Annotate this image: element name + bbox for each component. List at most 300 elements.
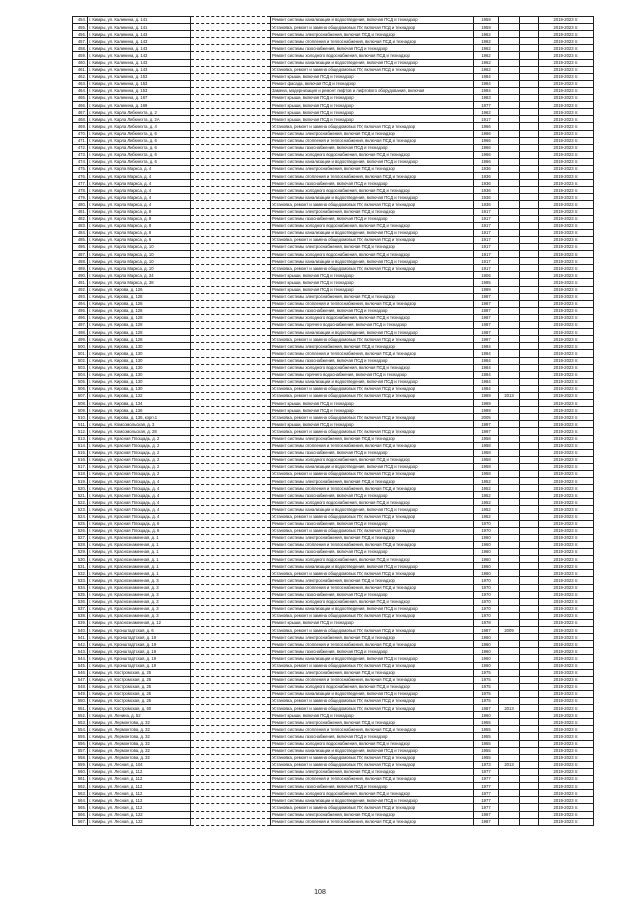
- table-row: [73, 392, 594, 399]
- address-cell: г. Кимры, ул. Лесная, д. 112: [88, 790, 191, 797]
- blank-cell: [191, 31, 271, 38]
- table-row: [73, 513, 594, 520]
- blank-cell: [191, 66, 271, 73]
- repair-period-cell: 2019-2023 гг.: [539, 449, 594, 456]
- address-cell: г. Кимры, ул. Кирова, д. 130: [88, 378, 191, 385]
- table-row: [73, 208, 594, 215]
- repair-period-cell: 2019-2023 гг.: [539, 385, 594, 392]
- repair-period-cell: 2019-2023 гг.: [539, 719, 594, 726]
- table-row: [73, 144, 594, 151]
- last-repair-year-cell: [499, 24, 520, 31]
- row-number: 486.: [73, 244, 88, 251]
- row-number: 537.: [73, 605, 88, 612]
- last-repair-year-cell: [499, 435, 520, 442]
- blank-cell: [520, 598, 539, 605]
- work-type-cell: Установка, ремонт и замена общедомовых ПУ, включая ПСД и технадзор: [271, 698, 474, 705]
- row-number: 454.: [73, 17, 88, 24]
- year-built-cell: 1978: [474, 619, 499, 626]
- repair-period-cell: 2019-2023 гг.: [539, 563, 594, 570]
- row-number: 541.: [73, 634, 88, 641]
- table-row: [73, 499, 594, 506]
- year-built-cell: 1973: [474, 761, 499, 768]
- last-repair-year-cell: [499, 95, 520, 102]
- year-built-cell: 1917: [474, 258, 499, 265]
- row-number: 505.: [73, 378, 88, 385]
- blank-cell: [520, 570, 539, 577]
- work-type-cell: Ремонт системы холодного водоснабжения, включая ПСД и технадзор: [271, 151, 474, 158]
- work-type-cell: Ремонт крыши, включая ПСД и технадзор: [271, 400, 474, 407]
- row-number: 525.: [73, 520, 88, 527]
- repair-period-cell: 2019-2023 гг.: [539, 17, 594, 24]
- row-number: 540.: [73, 627, 88, 634]
- work-type-cell: Ремонт системы электроснабжения, включая ПСД и технадзор: [271, 534, 474, 541]
- address-cell: г. Кимры, ул. Лермонтова, д. 32: [88, 754, 191, 761]
- blank-cell: [520, 492, 539, 499]
- table-row: [73, 201, 594, 208]
- table-row: [73, 683, 594, 690]
- repair-period-cell: 2019-2023 гг.: [539, 414, 594, 421]
- blank-cell: [191, 201, 271, 208]
- table-row: [73, 662, 594, 669]
- work-type-cell: Установка, ремонт и замена общедомовых ПУ, включая ПСД и технадзор: [271, 414, 474, 421]
- blank-cell: [520, 144, 539, 151]
- last-repair-year-cell: [499, 350, 520, 357]
- year-built-cell: 1917: [474, 229, 499, 236]
- last-repair-year-cell: [499, 541, 520, 548]
- year-built-cell: 1936: [474, 165, 499, 172]
- work-type-cell: Ремонт системы канализации и водоотведения, включая ПСД и технадзор: [271, 655, 474, 662]
- year-built-cell: 1977: [474, 102, 499, 109]
- table-row: [73, 109, 594, 116]
- last-repair-year-cell: [499, 66, 520, 73]
- address-cell: г. Кимры, ул. Краснознаменная, д. 1: [88, 541, 191, 548]
- row-number: 494.: [73, 300, 88, 307]
- repair-period-cell: 2019-2023 гг.: [539, 336, 594, 343]
- row-number: 492.: [73, 286, 88, 293]
- blank-cell: [191, 768, 271, 775]
- repair-period-cell: 2019-2023 гг.: [539, 690, 594, 697]
- table-row: [73, 265, 594, 272]
- blank-cell: [520, 357, 539, 364]
- table-row: [73, 776, 594, 783]
- address-cell: г. Кимры, ул. Костромская, д. 25: [88, 690, 191, 697]
- address-cell: г. Кимры, ул. Лесная, д. 112: [88, 804, 191, 811]
- blank-cell: [520, 442, 539, 449]
- blank-cell: [520, 541, 539, 548]
- row-number: 559.: [73, 761, 88, 768]
- work-type-cell: Ремонт системы отопления и теплоснабжения, включая ПСД и технадзор: [271, 442, 474, 449]
- row-number: 555.: [73, 733, 88, 740]
- year-built-cell: 1960: [474, 556, 499, 563]
- repair-period-cell: 2019-2023 гг.: [539, 180, 594, 187]
- row-number: 538.: [73, 612, 88, 619]
- blank-cell: [191, 165, 271, 172]
- blank-cell: [191, 563, 271, 570]
- repair-period-cell: 2019-2023 гг.: [539, 109, 594, 116]
- blank-cell: [191, 485, 271, 492]
- last-repair-year-cell: [499, 215, 520, 222]
- table-row: [73, 151, 594, 158]
- repair-period-cell: 2019-2023 гг.: [539, 655, 594, 662]
- blank-cell: [520, 612, 539, 619]
- blank-cell: [191, 790, 271, 797]
- table-row: [73, 102, 594, 109]
- address-cell: г. Кимры, ул. Кирова, д. 128: [88, 329, 191, 336]
- work-type-cell: Ремонт системы канализации и водоотведения, включая ПСД и технадзор: [271, 747, 474, 754]
- repair-period-cell: 2019-2023 гг.: [539, 478, 594, 485]
- blank-cell: [520, 527, 539, 534]
- last-repair-year-cell: [499, 804, 520, 811]
- last-repair-year-cell: 2013: [499, 761, 520, 768]
- blank-cell: [520, 244, 539, 251]
- work-type-cell: Ремонт системы газоснабжения, включая ПСД и технадзор: [271, 520, 474, 527]
- last-repair-year-cell: [499, 719, 520, 726]
- year-built-cell: 1984: [474, 364, 499, 371]
- row-number: 527.: [73, 534, 88, 541]
- address-cell: г. Кимры, ул. Лесная, д. 112: [88, 768, 191, 775]
- table-row: [73, 584, 594, 591]
- work-type-cell: Ремонт крыши, включая ПСД и технадзор: [271, 102, 474, 109]
- repair-period-cell: 2019-2023 гг.: [539, 641, 594, 648]
- row-number: 548.: [73, 683, 88, 690]
- blank-cell: [520, 371, 539, 378]
- table-row: [73, 761, 594, 768]
- row-number: 520.: [73, 485, 88, 492]
- address-cell: г. Кимры, ул. Кирова, д. 128: [88, 307, 191, 314]
- row-number: 495.: [73, 307, 88, 314]
- blank-cell: [191, 258, 271, 265]
- address-cell: г. Кимры, ул. Кирова, д. 128: [88, 314, 191, 321]
- address-cell: г. Кимры, ул. Краснознаменная, д. 3: [88, 591, 191, 598]
- repair-period-cell: 2019-2023 гг.: [539, 712, 594, 719]
- work-type-cell: Ремонт крыши, включая ПСД и технадзор: [271, 279, 474, 286]
- repair-period-cell: 2019-2023 гг.: [539, 329, 594, 336]
- blank-cell: [191, 187, 271, 194]
- repair-period-cell: 2019-2023 гг.: [539, 506, 594, 513]
- blank-cell: [520, 151, 539, 158]
- table-row: [73, 705, 594, 712]
- work-type-cell: Ремонт системы холодного водоснабжения, включая ПСД и технадзор: [271, 364, 474, 371]
- blank-cell: [520, 414, 539, 421]
- row-number: 512.: [73, 428, 88, 435]
- address-cell: г. Кимры, ул. Лесная, д. 112: [88, 776, 191, 783]
- blank-cell: [191, 208, 271, 215]
- row-number: 567.: [73, 818, 88, 825]
- address-cell: г. Кимры, ул. Калинина, д. 143: [88, 38, 191, 45]
- address-cell: г. Кимры, ул. Лесная, д. 122: [88, 818, 191, 825]
- year-built-cell: 1975: [474, 698, 499, 705]
- blank-cell: [520, 428, 539, 435]
- row-number: 502.: [73, 357, 88, 364]
- last-repair-year-cell: [499, 612, 520, 619]
- work-type-cell: Ремонт крыши, включая ПСД и технадзор: [271, 95, 474, 102]
- blank-cell: [520, 627, 539, 634]
- table-row: [73, 407, 594, 414]
- last-repair-year-cell: [499, 364, 520, 371]
- row-number: 472.: [73, 144, 88, 151]
- last-repair-year-cell: [499, 648, 520, 655]
- blank-cell: [520, 87, 539, 94]
- table-row: [73, 322, 594, 329]
- repair-period-cell: 2019-2023 гг.: [539, 130, 594, 137]
- blank-cell: [191, 378, 271, 385]
- repair-period-cell: 2019-2023 гг.: [539, 421, 594, 428]
- row-number: 469.: [73, 123, 88, 130]
- blank-cell: [191, 414, 271, 421]
- row-number: 479.: [73, 194, 88, 201]
- blank-cell: [191, 272, 271, 279]
- blank-cell: [191, 130, 271, 137]
- work-type-cell: Установка, ремонт и замена общедомовых ПУ, включая ПСД и технадзор: [271, 24, 474, 31]
- work-type-cell: Ремонт системы электроснабжения, включая ПСД и технадзор: [271, 31, 474, 38]
- blank-cell: [191, 87, 271, 94]
- address-cell: г. Кимры, ул. Кронштадтская, д. 19: [88, 648, 191, 655]
- last-repair-year-cell: [499, 641, 520, 648]
- last-repair-year-cell: [499, 527, 520, 534]
- address-cell: г. Кимры, ул. Калинина, д. 141: [88, 17, 191, 24]
- row-number: 471.: [73, 137, 88, 144]
- last-repair-year-cell: [499, 59, 520, 66]
- blank-cell: [191, 158, 271, 165]
- year-built-cell: 1917: [474, 222, 499, 229]
- repair-period-cell: 2019-2023 гг.: [539, 343, 594, 350]
- table-row: [73, 740, 594, 747]
- repair-period-cell: 2019-2023 гг.: [539, 208, 594, 215]
- table-row: [73, 24, 594, 31]
- work-type-cell: Ремонт системы холодного водоснабжения, включая ПСД и технадзор: [271, 598, 474, 605]
- last-repair-year-cell: [499, 534, 520, 541]
- repair-period-cell: 2019-2023 гг.: [539, 87, 594, 94]
- blank-cell: [520, 165, 539, 172]
- row-number: 480.: [73, 201, 88, 208]
- address-cell: г. Кимры, ул. Карла Либкнехта, д. 4: [88, 123, 191, 130]
- last-repair-year-cell: [499, 378, 520, 385]
- repair-period-cell: 2019-2023 гг.: [539, 357, 594, 364]
- row-number: 554.: [73, 726, 88, 733]
- table-row: [73, 449, 594, 456]
- blank-cell: [191, 236, 271, 243]
- row-number: 515.: [73, 449, 88, 456]
- year-built-cell: 1958: [474, 471, 499, 478]
- last-repair-year-cell: [499, 258, 520, 265]
- row-number: 526.: [73, 527, 88, 534]
- address-cell: г. Кимры, ул. Кирова, д. 130: [88, 364, 191, 371]
- work-type-cell: Ремонт системы канализации и водоотведения, включая ПСД и технадзор: [271, 605, 474, 612]
- repair-period-cell: 2019-2023 гг.: [539, 584, 594, 591]
- address-cell: г. Кимры, ул. Карла Либкнехта, д. 6: [88, 144, 191, 151]
- last-repair-year-cell: [499, 478, 520, 485]
- work-type-cell: Установка, ремонт и замена общедомовых ПУ, включая ПСД и технадзор: [271, 123, 474, 130]
- year-built-cell: 1966: [474, 137, 499, 144]
- table-row: [73, 279, 594, 286]
- row-number: 504.: [73, 371, 88, 378]
- blank-cell: [520, 563, 539, 570]
- address-cell: г. Кимры, ул. Комсомольская, д. 3: [88, 421, 191, 428]
- table-row: [73, 719, 594, 726]
- work-type-cell: Ремонт системы электроснабжения, включая ПСД и технадзор: [271, 244, 474, 251]
- address-cell: г. Кимры, ул. Карла Маркса, д. 8: [88, 236, 191, 243]
- blank-cell: [191, 527, 271, 534]
- table-row: [73, 463, 594, 470]
- repair-period-cell: 2019-2023 гг.: [539, 258, 594, 265]
- year-built-cell: 1975: [474, 669, 499, 676]
- table-row: [73, 818, 594, 825]
- year-built-cell: 1952: [474, 485, 499, 492]
- blank-cell: [520, 584, 539, 591]
- blank-cell: [520, 180, 539, 187]
- table-row: [73, 669, 594, 676]
- address-cell: г. Кимры, ул. Краснознаменная, д. 3: [88, 612, 191, 619]
- repair-period-cell: 2019-2023 гг.: [539, 144, 594, 151]
- table-row: [73, 591, 594, 598]
- last-repair-year-cell: [499, 563, 520, 570]
- row-number: 552.: [73, 712, 88, 719]
- blank-cell: [191, 244, 271, 251]
- blank-cell: [520, 194, 539, 201]
- blank-cell: [520, 726, 539, 733]
- table-row: [73, 300, 594, 307]
- blank-cell: [520, 329, 539, 336]
- last-repair-year-cell: [499, 818, 520, 825]
- row-number: 544.: [73, 655, 88, 662]
- row-number: 478.: [73, 187, 88, 194]
- year-built-cell: 1987: [474, 293, 499, 300]
- blank-cell: [191, 662, 271, 669]
- table-row: [73, 485, 594, 492]
- last-repair-year-cell: [499, 499, 520, 506]
- year-built-cell: 1970: [474, 605, 499, 612]
- address-cell: г. Кимры, ул. Ленина, д. 52: [88, 712, 191, 719]
- work-type-cell: Ремонт системы канализации и водоотведения, включая ПСД и технадзор: [271, 59, 474, 66]
- work-type-cell: Установка, ремонт и замена общедомовых ПУ, включая ПСД и технадзор: [271, 804, 474, 811]
- table-row: [73, 371, 594, 378]
- row-number: 482.: [73, 215, 88, 222]
- row-number: 528.: [73, 541, 88, 548]
- table-row: [73, 414, 594, 421]
- work-type-cell: Установка, ремонт и замена общедомовых ПУ, включая ПСД и технадзор: [271, 754, 474, 761]
- year-built-cell: 1958: [474, 463, 499, 470]
- row-number: 507.: [73, 392, 88, 399]
- repair-period-cell: 2019-2023 гг.: [539, 407, 594, 414]
- blank-cell: [191, 73, 271, 80]
- blank-cell: [191, 754, 271, 761]
- year-built-cell: 1917: [474, 244, 499, 251]
- last-repair-year-cell: [499, 754, 520, 761]
- table-row: [73, 619, 594, 626]
- repair-period-cell: 2019-2023 гг.: [539, 776, 594, 783]
- blank-cell: [191, 293, 271, 300]
- address-cell: г. Кимры, ул. Кирова, д. 130: [88, 357, 191, 364]
- last-repair-year-cell: [499, 463, 520, 470]
- row-number: 513.: [73, 435, 88, 442]
- year-built-cell: 1959: [474, 17, 499, 24]
- last-repair-year-cell: [499, 300, 520, 307]
- address-cell: г. Кимры, ул. Красная Площадь, д. 2: [88, 435, 191, 442]
- table-row: [73, 492, 594, 499]
- repair-period-cell: 2019-2023 гг.: [539, 165, 594, 172]
- year-built-cell: 1970: [474, 584, 499, 591]
- address-cell: г. Кимры, ул. Костромская, д. 25: [88, 669, 191, 676]
- address-cell: г. Кимры, ул. Лермонтова, д. 32: [88, 747, 191, 754]
- blank-cell: [191, 513, 271, 520]
- year-built-cell: 1987: [474, 307, 499, 314]
- work-type-cell: Ремонт системы холодного водоснабжения, включая ПСД и технадзор: [271, 456, 474, 463]
- table-row: [73, 215, 594, 222]
- row-number: 483.: [73, 222, 88, 229]
- blank-cell: [191, 229, 271, 236]
- repair-period-cell: 2019-2023 гг.: [539, 158, 594, 165]
- row-number: 523.: [73, 506, 88, 513]
- year-built-cell: 1960: [474, 570, 499, 577]
- year-built-cell: 1984: [474, 73, 499, 80]
- row-number: 530.: [73, 556, 88, 563]
- year-built-cell: 1987: [474, 705, 499, 712]
- table-row: [73, 45, 594, 52]
- blank-cell: [191, 584, 271, 591]
- address-cell: г. Кимры, ул. Красная Площадь, д. 4: [88, 485, 191, 492]
- blank-cell: [520, 343, 539, 350]
- repair-period-cell: 2019-2023 гг.: [539, 215, 594, 222]
- last-repair-year-cell: [499, 556, 520, 563]
- last-repair-year-cell: [499, 272, 520, 279]
- address-cell: г. Кимры, ул. Краснознаменная, д. 1: [88, 570, 191, 577]
- last-repair-year-cell: [499, 577, 520, 584]
- row-number: 506.: [73, 385, 88, 392]
- year-built-cell: 1960: [474, 563, 499, 570]
- address-cell: г. Кимры, ул. Карла Либкнехта, д. 2А: [88, 116, 191, 123]
- work-type-cell: Ремонт системы канализации и водоотведения, включая ПСД и технадзор: [271, 797, 474, 804]
- blank-cell: [191, 811, 271, 818]
- year-built-cell: 1983: [474, 95, 499, 102]
- row-number: 459.: [73, 52, 88, 59]
- table-row: [73, 244, 594, 251]
- repair-period-cell: 2019-2023 гг.: [539, 251, 594, 258]
- repair-period-cell: 2019-2023 гг.: [539, 137, 594, 144]
- row-number: 564.: [73, 797, 88, 804]
- address-cell: г. Кимры, ул. Карла Маркса, д. 4: [88, 201, 191, 208]
- address-cell: г. Кимры, ул. Лесная, д. 112: [88, 783, 191, 790]
- work-type-cell: Ремонт системы газоснабжения, включая ПСД и технадзор: [271, 449, 474, 456]
- last-repair-year-cell: [499, 683, 520, 690]
- repair-period-cell: 2019-2023 гг.: [539, 95, 594, 102]
- blank-cell: [191, 180, 271, 187]
- year-built-cell: 1962: [474, 59, 499, 66]
- address-cell: г. Кимры, ул. Кирова, д. 126: [88, 286, 191, 293]
- table-row: [73, 350, 594, 357]
- address-cell: г. Кимры, ул. Карла Либкнехта, д. 2: [88, 109, 191, 116]
- blank-cell: [520, 485, 539, 492]
- work-type-cell: Замена, модернизация и ремонт лифтов и лифтового оборудования, включая: [271, 87, 474, 94]
- last-repair-year-cell: [499, 414, 520, 421]
- address-cell: г. Кимры, ул. Кирова, д. 128: [88, 300, 191, 307]
- year-built-cell: 1987: [474, 818, 499, 825]
- address-cell: г. Кимры, ул. Карла Либкнехта, д. 6: [88, 137, 191, 144]
- last-repair-year-cell: [499, 655, 520, 662]
- year-built-cell: 1989: [474, 392, 499, 399]
- table-row: [73, 336, 594, 343]
- blank-cell: [191, 591, 271, 598]
- table-row: [73, 364, 594, 371]
- row-number: 546.: [73, 669, 88, 676]
- blank-cell: [520, 123, 539, 130]
- blank-cell: [191, 541, 271, 548]
- last-repair-year-cell: [499, 421, 520, 428]
- table-row: [73, 158, 594, 165]
- last-repair-year-cell: [499, 87, 520, 94]
- address-cell: г. Кимры, ул. Лесная, д. 112: [88, 797, 191, 804]
- work-type-cell: Установка, ремонт и замена общедомовых ПУ, включая ПСД и технадзор: [271, 392, 474, 399]
- row-number: 499.: [73, 336, 88, 343]
